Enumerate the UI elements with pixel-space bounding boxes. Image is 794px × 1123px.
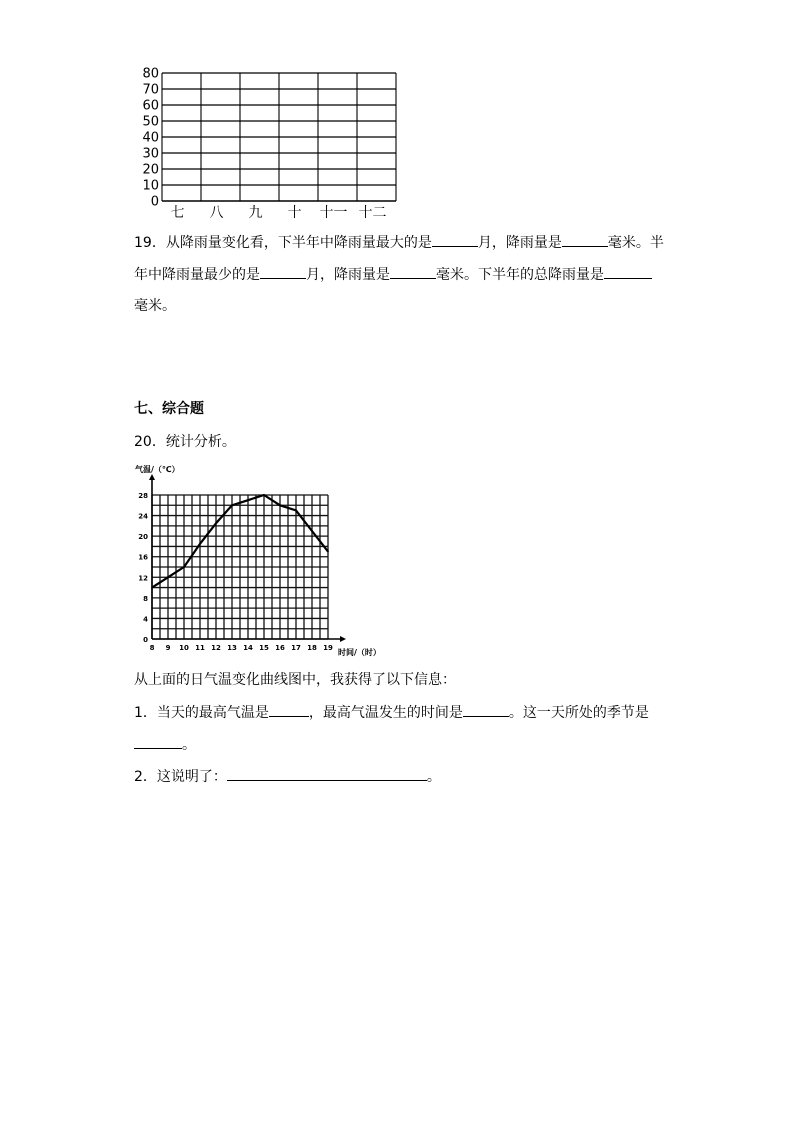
temperature-point bbox=[311, 530, 313, 532]
info-intro: 从上面的日气温变化曲线图中，我获得了以下信息： bbox=[134, 672, 456, 688]
temperature-x-axis-label: 时间/（时） bbox=[338, 648, 381, 657]
rainfall-grid bbox=[162, 73, 396, 201]
temperature-x-tick-label: 9 bbox=[165, 644, 171, 652]
rainfall-x-ticks bbox=[171, 205, 387, 221]
info-item-1-text-b: ，最高气温发生的时间是 bbox=[308, 705, 463, 721]
temperature-point bbox=[263, 494, 265, 496]
q19-blank-total-rain[interactable] bbox=[604, 264, 652, 279]
temperature-x-tick-label: 8 bbox=[149, 644, 155, 652]
temperature-point bbox=[183, 566, 185, 568]
temperature-x-tick-label: 15 bbox=[259, 644, 269, 652]
rainfall-y-tick-label: 20 bbox=[142, 162, 159, 178]
info-item-2-text-b: 。 bbox=[426, 769, 441, 785]
q19-text-2a: 年中降雨量最少的是 bbox=[134, 267, 260, 283]
info-item-2 bbox=[134, 766, 441, 787]
question-20-title: 20．统计分析。 bbox=[134, 434, 236, 450]
temperature-x-tick-label: 18 bbox=[307, 644, 317, 652]
question-19-line-1 bbox=[134, 232, 664, 253]
temperature-y-tick-label: 20 bbox=[138, 533, 148, 542]
info-item-2-text-a: 2．这说明了： bbox=[134, 769, 227, 785]
rainfall-x-tick-label: 七 bbox=[170, 205, 185, 221]
temperature-x-ticks bbox=[150, 644, 333, 652]
q19-text-2c: 毫米。下半年的总降雨量是 bbox=[436, 267, 604, 283]
question-19-line-2 bbox=[134, 264, 652, 285]
temperature-y-tick-label: 16 bbox=[138, 553, 148, 562]
temperature-point bbox=[199, 543, 201, 545]
temperature-x-tick-label: 13 bbox=[227, 644, 237, 652]
info-item-1-text-a: 1．当天的最高气温是 bbox=[134, 705, 269, 721]
temperature-point bbox=[215, 522, 217, 524]
rainfall-x-tick-label: 九 bbox=[248, 205, 263, 221]
q19-blank-max-rain[interactable] bbox=[562, 232, 608, 247]
temperature-x-tick-label: 11 bbox=[195, 644, 205, 652]
section-7-title: 七、综合题 bbox=[134, 401, 204, 417]
temperature-point bbox=[279, 504, 281, 506]
rainfall-x-tick-label: 八 bbox=[209, 205, 224, 221]
temperature-x-tick-label: 10 bbox=[179, 644, 189, 652]
temperature-y-axis-arrow bbox=[149, 474, 155, 480]
temperature-y-tick-label: 12 bbox=[138, 574, 148, 583]
q19-text-3: 毫米。 bbox=[134, 298, 176, 314]
rainfall-y-tick-label: 50 bbox=[142, 114, 159, 130]
temperature-y-ticks bbox=[138, 492, 148, 644]
rainfall-y-tick-label: 70 bbox=[142, 82, 159, 98]
temperature-y-axis-label: 气温/（℃） bbox=[135, 465, 180, 474]
rainfall-x-tick-label: 十 bbox=[287, 205, 302, 221]
temperature-x-tick-label: 17 bbox=[291, 644, 301, 652]
q19-blank-max-month[interactable] bbox=[432, 232, 478, 247]
temperature-x-tick-label: 12 bbox=[211, 644, 221, 652]
temperature-point bbox=[167, 576, 169, 578]
info-blank-max-temp[interactable] bbox=[269, 702, 309, 717]
info-blank-season[interactable] bbox=[134, 734, 182, 749]
temperature-point bbox=[231, 504, 233, 506]
temperature-point bbox=[327, 551, 329, 553]
temperature-x-tick-label: 16 bbox=[275, 644, 285, 652]
temperature-point bbox=[151, 587, 153, 589]
temperature-x-tick-label: 19 bbox=[323, 644, 333, 652]
rainfall-y-tick-label: 0 bbox=[150, 194, 159, 210]
info-item-1-text-d: 。 bbox=[182, 737, 196, 753]
rainfall-y-ticks bbox=[142, 67, 159, 210]
temperature-y-tick-label: 24 bbox=[138, 512, 148, 521]
temperature-point bbox=[295, 510, 297, 512]
temperature-x-tick-label: 14 bbox=[243, 644, 253, 652]
temperature-y-tick-label: 0 bbox=[143, 636, 148, 644]
q19-text-1c: 毫米。半 bbox=[607, 235, 664, 251]
q19-text-1b: 月，降雨量是 bbox=[477, 235, 562, 251]
rainfall-chart bbox=[130, 64, 405, 224]
rainfall-x-tick-label: 十一 bbox=[319, 205, 348, 221]
rainfall-y-tick-label: 80 bbox=[142, 66, 159, 82]
question-19-line-3 bbox=[134, 296, 176, 316]
temperature-y-tick-label: 4 bbox=[143, 615, 148, 624]
q19-blank-min-rain[interactable] bbox=[390, 264, 436, 279]
q19-text-1a: 19．从降雨量变化看，下半年中降雨量最大的是 bbox=[134, 235, 432, 251]
info-item-1-line-2 bbox=[134, 734, 196, 755]
rainfall-y-tick-label: 60 bbox=[142, 98, 159, 114]
info-item-1-text-c: 。这一天所处的季节是 bbox=[508, 705, 649, 721]
info-blank-conclusion[interactable] bbox=[227, 766, 427, 781]
info-item-1-line-1 bbox=[134, 702, 649, 723]
rainfall-y-tick-label: 40 bbox=[142, 130, 159, 146]
rainfall-y-tick-label: 30 bbox=[142, 146, 159, 162]
rainfall-y-tick-label: 10 bbox=[142, 178, 159, 194]
q19-blank-min-month[interactable] bbox=[260, 264, 306, 279]
rainfall-x-tick-label: 十二 bbox=[358, 205, 387, 221]
temperature-chart bbox=[130, 462, 390, 662]
temperature-point bbox=[247, 499, 249, 501]
info-blank-max-time[interactable] bbox=[463, 702, 509, 717]
q19-text-2b: 月，降雨量是 bbox=[306, 267, 390, 283]
temperature-y-tick-label: 28 bbox=[138, 492, 148, 500]
temperature-y-tick-label: 8 bbox=[143, 594, 148, 603]
temperature-x-axis-arrow bbox=[340, 636, 346, 642]
